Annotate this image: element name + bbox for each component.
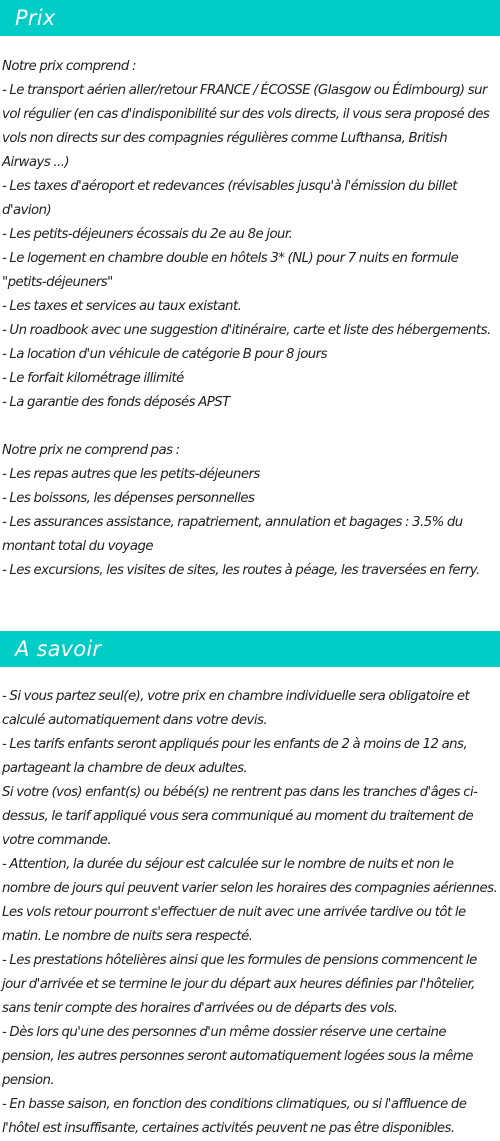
excludes-intro: Notre prix ne comprend pas : <box>2 443 180 458</box>
includes-item-transport: - Le transport aérien aller/retour FRANCE / ÉCOSSE (Glasgow ou Édimbourg) sur vol régulier (en cas d'indisponibilité sur des vols directs, il vous sera proposé des vols non directs sur des compagnies régulières comme Lufthansa, British Airways ...) <box>2 83 490 170</box>
prix-section-title: Prix <box>0 0 500 36</box>
includes-item-roadbook: - Un roadbook avec une suggestion d'itinéraire, carte et liste des hébergements. <box>2 323 491 338</box>
info-paragraph-age-brackets: Si votre (vos) enfant(s) ou bébé(s) ne rentrent pas dans les tranches d'âges ci-dessus, le tarif appliqué vous sera communiqué au moment du traitement de votre commande. <box>2 785 478 848</box>
includes-item-breakfasts: - Les petits-déjeuners écossais du 2e au 8e jour. <box>2 227 293 242</box>
includes-item-apst: - La garantie des fonds déposés APST <box>2 395 230 410</box>
includes-item-car-rental: - La location d'un véhicule de catégorie B pour 8 jours <box>2 347 327 362</box>
includes-item-taxes-services: - Les taxes et services au taux existant. <box>2 299 242 314</box>
includes-item-airport-taxes: - Les taxes d'aéroport et redevances (révisables jusqu'à l'émission du billet d'avion) <box>2 179 457 218</box>
prix-section-body <box>2 55 498 583</box>
excludes-item-meals: - Les repas autres que les petits-déjeuners <box>2 467 260 482</box>
info-paragraph-stay-duration: - Attention, la durée du séjour est calculée sur le nombre de nuits et non le nombre de jours qui peuvent varier selon les horaires des compagnies aériennes. Les vols retour pourront s'effectuer de nuit avec une arrivée tardive ou tôt le matin. Le nombre de nuits sera respecté. <box>2 857 498 944</box>
a-savoir-section-title: A savoir <box>0 631 500 667</box>
a-savoir-section-body <box>2 685 498 1141</box>
info-paragraph-child-rates: - Les tarifs enfants seront appliqués pour les enfants de 2 à moins de 12 ans, partageant la chambre de deux adultes. <box>2 737 468 776</box>
info-paragraph-hotel-services: - Les prestations hôtelières ainsi que les formules de pensions commencent le jour d'arrivée et se termine le jour du départ aux heures définies par l'hôtelier, sans tenir compte des horaires d'arrivées ou de départs des vols. <box>2 953 477 1016</box>
info-paragraph-low-season: - En basse saison, en fonction des conditions climatiques, ou si l'affluence de l'hôtel est insuffisante, certaines activités peuvent ne pas être disponibles. <box>2 1097 467 1136</box>
includes-item-lodging: - Le logement en chambre double en hôtels 3* (NL) pour 7 nuits en formule "petits-déjeuners" <box>2 251 459 290</box>
info-paragraph-board-type: - Dès lors qu'une des personnes d'un même dossier réserve une certaine pension, les autres personnes seront automatiquement logées sous la même pension. <box>2 1025 473 1088</box>
excludes-item-drinks: - Les boissons, les dépenses personnelles <box>2 491 255 506</box>
includes-item-mileage: - Le forfait kilométrage illimité <box>2 371 184 386</box>
excludes-item-excursions: - Les excursions, les visites de sites, les routes à péage, les traversées en ferry. <box>2 563 480 578</box>
excludes-item-insurance: - Les assurances assistance, rapatriement, annulation et bagages : 3.5% du montant total du voyage <box>2 515 463 554</box>
info-paragraph-single-room: - Si vous partez seul(e), votre prix en chambre individuelle sera obligatoire et calculé automatiquement dans votre devis. <box>2 689 470 728</box>
spacer <box>2 415 498 439</box>
includes-intro: Notre prix comprend : <box>2 59 136 74</box>
